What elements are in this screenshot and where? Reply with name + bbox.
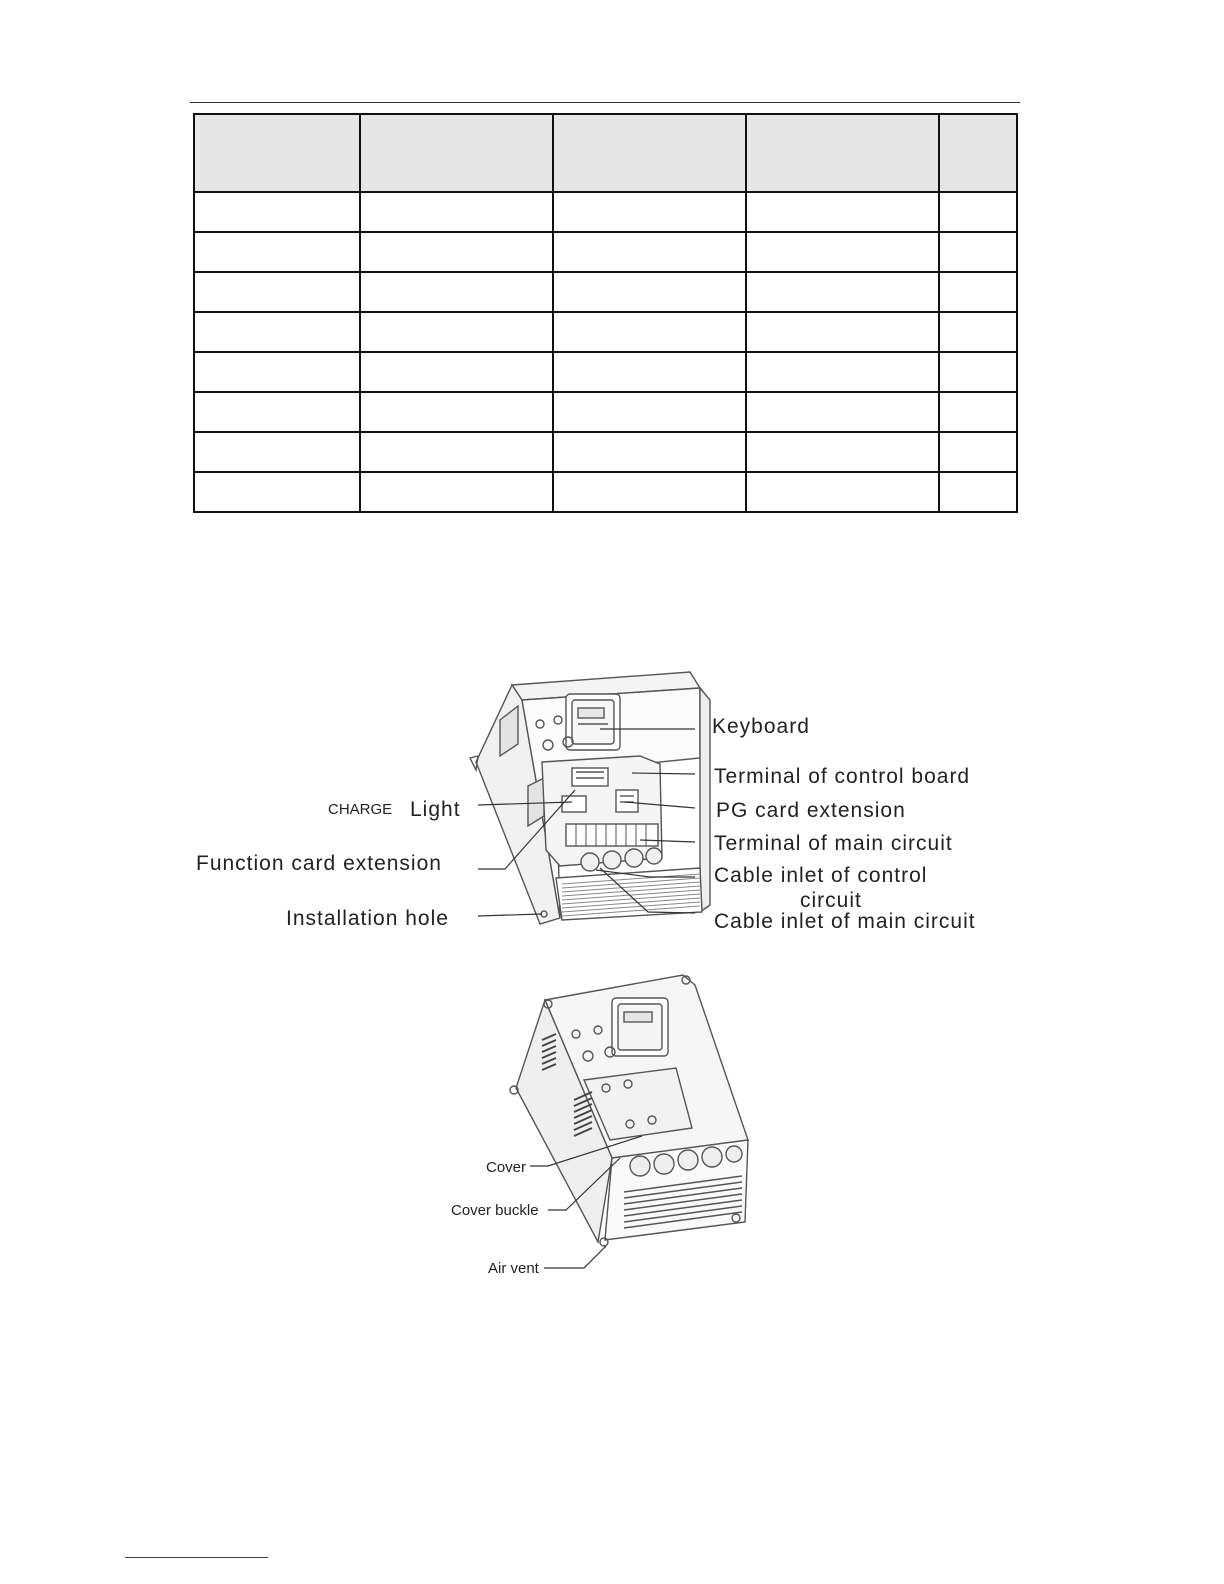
label-terminal-main-circuit: Terminal of main circuit bbox=[714, 832, 953, 855]
label-installation-hole: Installation hole bbox=[286, 907, 449, 930]
label-keyboard: Keyboard bbox=[712, 715, 810, 738]
drive-open-illustration bbox=[470, 672, 710, 924]
label-terminal-control-board: Terminal of control board bbox=[714, 765, 971, 788]
drive-closed-illustration bbox=[510, 975, 748, 1246]
label-air-vent: Air vent bbox=[488, 1260, 539, 1277]
label-cable-inlet-main-circuit: Cable inlet of main circuit bbox=[714, 910, 976, 933]
label-charge-light: Light bbox=[410, 798, 461, 821]
label-function-card-extension: Function card extension bbox=[196, 852, 442, 875]
label-cover: Cover bbox=[486, 1159, 527, 1176]
label-charge-caps: CHARGE bbox=[328, 801, 393, 818]
label-cable-inlet-control-2: circuit bbox=[800, 889, 862, 912]
label-cover-buckle: Cover buckle bbox=[451, 1202, 539, 1219]
footer-rule bbox=[125, 1557, 268, 1558]
label-pg-card-extension: PG card extension bbox=[716, 799, 906, 822]
label-cable-inlet-control-1: Cable inlet of control bbox=[714, 864, 928, 887]
